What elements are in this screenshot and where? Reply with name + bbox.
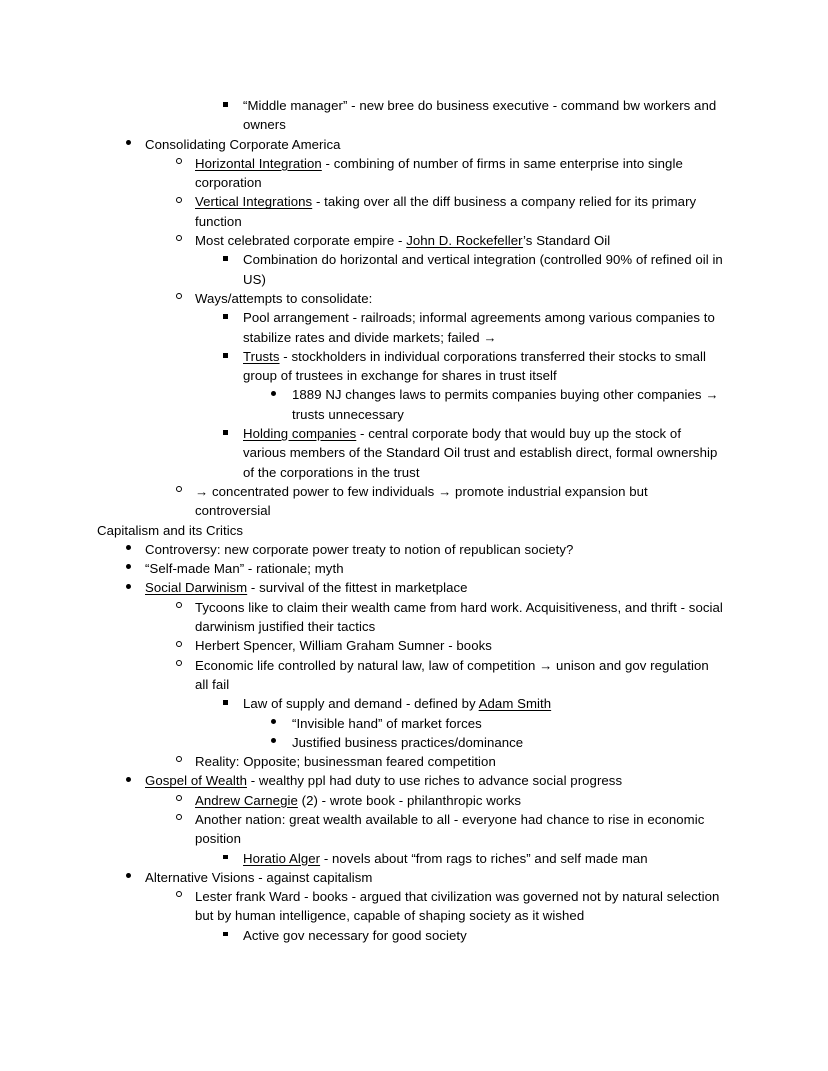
outline-item bbox=[97, 791, 723, 810]
text-run: - central corporate body that would buy up the stock of various members of the Standard Oil trust and establish direct, formal ownership of the corporations in the trust bbox=[243, 426, 722, 480]
key-term-underlined: Vertical Integrations bbox=[195, 194, 313, 210]
outline-item-text bbox=[195, 636, 723, 655]
text-run: Capitalism and its Critics bbox=[97, 522, 244, 538]
text-run: Ways/attempts to consolidate: bbox=[195, 290, 373, 306]
bullet-disc-icon bbox=[126, 771, 131, 790]
bullet-circle-icon bbox=[176, 231, 182, 250]
outline-item-text bbox=[243, 308, 723, 347]
outline-item-text bbox=[145, 559, 723, 578]
outline-item bbox=[97, 598, 727, 637]
bullet-square-icon bbox=[223, 849, 228, 868]
text-run: Economic life controlled by natural law, law of competition → unison and gov regulation all fail bbox=[195, 657, 713, 692]
outline-item-text bbox=[243, 849, 723, 868]
outline-item-text bbox=[195, 656, 723, 695]
key-term-underlined: Trusts bbox=[243, 348, 280, 364]
key-term-underlined: Andrew Carnegie bbox=[195, 792, 298, 808]
bullet-circle-icon bbox=[176, 810, 182, 829]
outline-item bbox=[97, 810, 723, 849]
bullet-square-icon bbox=[223, 694, 228, 713]
outline-item-text bbox=[243, 694, 723, 713]
text-run: Another nation: great wealth available to all - everyone had chance to rise in economic position bbox=[195, 811, 709, 847]
outline-item-text bbox=[243, 96, 723, 135]
outline-item-text bbox=[97, 521, 723, 540]
text-run: 1889 NJ changes laws to permits companies buying other companies → trusts unnecessary bbox=[292, 387, 723, 422]
outline-item bbox=[97, 231, 723, 250]
outline-item-text bbox=[145, 540, 723, 559]
key-term-underlined: Holding companies bbox=[243, 426, 357, 442]
outline-item bbox=[97, 868, 723, 887]
bullet-square-icon bbox=[223, 347, 228, 366]
text-run: Combination do horizontal and vertical integration (controlled 90% of refined oil in US) bbox=[243, 252, 727, 287]
outline-item-text bbox=[243, 347, 723, 386]
outline-item bbox=[97, 540, 723, 559]
text-run: - combining of number of firms in same enterprise into single corporation bbox=[195, 155, 687, 191]
outline-item bbox=[97, 926, 723, 945]
outline-item-text bbox=[195, 192, 723, 231]
text-run: - taking over all the diff business a company relied for its primary function bbox=[195, 194, 700, 229]
bullet-circle-icon bbox=[176, 192, 182, 211]
outline-item bbox=[97, 424, 723, 482]
outline-item-text bbox=[145, 135, 723, 154]
outline-item-text bbox=[195, 752, 723, 771]
outline-item-text bbox=[195, 482, 723, 521]
bullet-circle-icon bbox=[176, 598, 182, 617]
bullet-circle-icon bbox=[176, 752, 182, 771]
bullet-disc-icon bbox=[126, 868, 131, 887]
outline-item bbox=[97, 694, 723, 713]
key-term-underlined: Horatio Alger bbox=[243, 850, 321, 866]
outline-item-text bbox=[145, 771, 723, 790]
outline-item bbox=[97, 250, 727, 289]
bullet-circle-icon bbox=[176, 887, 182, 906]
bullet-disc-icon bbox=[271, 385, 276, 404]
bullet-disc-icon bbox=[126, 578, 131, 597]
bullet-circle-icon bbox=[176, 636, 182, 655]
outline-item-text bbox=[243, 424, 723, 482]
outline-item-text bbox=[195, 810, 723, 849]
outline-item-text bbox=[195, 598, 727, 637]
outline-item bbox=[97, 482, 723, 521]
outline-item bbox=[97, 733, 723, 752]
outline-item-text bbox=[195, 887, 723, 926]
outline-item bbox=[97, 771, 723, 790]
section-heading bbox=[97, 521, 723, 540]
outline-list bbox=[97, 96, 727, 945]
text-run: Herbert Spencer, William Graham Sumner - books bbox=[195, 638, 492, 654]
text-run: Lester frank Ward - books - argued that civilization was governed not by natural selection but by human intelligence, capable of shaping society as it wished bbox=[195, 889, 724, 924]
text-run: (2) - wrote book - philanthropic works bbox=[297, 792, 522, 808]
text-run: Tycoons like to claim their wealth came from hard work. Acquisitiveness, and thrift - social darwinism justified their tactics bbox=[195, 599, 727, 635]
outline-item-text bbox=[145, 578, 723, 597]
outline-item bbox=[97, 714, 723, 733]
bullet-circle-icon bbox=[176, 482, 182, 501]
bullet-circle-icon bbox=[176, 154, 182, 173]
outline-item-text bbox=[195, 791, 723, 810]
bullet-circle-icon bbox=[176, 289, 182, 308]
outline-item-text bbox=[292, 385, 723, 424]
text-run: “Self-made Man” - rationale; myth bbox=[145, 561, 344, 577]
text-run: Alternative Visions - against capitalism bbox=[145, 869, 373, 885]
outline-item bbox=[97, 849, 723, 868]
outline-item-text bbox=[292, 733, 723, 752]
outline-item bbox=[97, 656, 723, 695]
bullet-circle-icon bbox=[176, 656, 182, 675]
text-run: Pool arrangement - railroads; informal agreements among various companies to stabilize rates and divide markets; failed → bbox=[243, 310, 719, 345]
text-run: - survival of the fittest in marketplace bbox=[247, 580, 468, 596]
text-run: Justified business practices/dominance bbox=[292, 734, 524, 750]
outline-item-text bbox=[145, 868, 723, 887]
outline-item-text bbox=[292, 714, 723, 733]
bullet-disc-icon bbox=[126, 135, 131, 154]
outline-item-text bbox=[195, 231, 723, 250]
text-run: Active gov necessary for good society bbox=[243, 927, 467, 943]
outline-item bbox=[97, 636, 723, 655]
outline-item bbox=[97, 385, 723, 424]
bullet-square-icon bbox=[223, 96, 228, 115]
text-run: Controversy: new corporate power treaty to notion of republican society? bbox=[145, 541, 574, 557]
outline-item bbox=[97, 887, 723, 926]
outline-item bbox=[97, 192, 723, 231]
bullet-square-icon bbox=[223, 424, 228, 443]
text-run: → concentrated power to few individuals → promote industrial expansion but controversial bbox=[195, 483, 652, 519]
outline-item-text bbox=[195, 154, 723, 193]
bullet-square-icon bbox=[223, 250, 228, 269]
outline-item bbox=[97, 154, 723, 193]
text-run: Consolidating Corporate America bbox=[145, 136, 341, 152]
outline-item bbox=[97, 347, 723, 386]
text-run: - wealthy ppl had duty to use riches to advance social progress bbox=[246, 773, 623, 789]
outline-item bbox=[97, 289, 723, 308]
outline-item-text bbox=[243, 250, 727, 289]
text-run: “Middle manager” - new bree do business executive - command bw workers and owners bbox=[243, 98, 720, 133]
outline-item-text bbox=[195, 289, 723, 308]
outline-item-text bbox=[243, 926, 723, 945]
outline-item bbox=[97, 96, 723, 135]
bullet-square-icon bbox=[223, 308, 228, 327]
outline-item bbox=[97, 752, 723, 771]
notes-outline-body bbox=[97, 96, 727, 945]
outline-item bbox=[97, 308, 723, 347]
bullet-disc-icon bbox=[126, 559, 131, 578]
bullet-disc-icon bbox=[271, 714, 276, 733]
key-term-underlined: Social Darwinism bbox=[145, 580, 248, 596]
key-term-underlined: Gospel of Wealth bbox=[145, 773, 247, 789]
outline-item bbox=[97, 135, 723, 154]
text-run: - stockholders in individual corporations transferred their stocks to small group of trustees in exchange for shares in trust itself bbox=[243, 348, 710, 384]
outline-item bbox=[97, 559, 723, 578]
key-term-underlined: John D. Rockefeller bbox=[406, 233, 524, 249]
text-run: Reality: Opposite; businessman feared competition bbox=[195, 754, 496, 770]
bullet-disc-icon bbox=[126, 540, 131, 559]
key-term-underlined: Adam Smith bbox=[478, 696, 552, 712]
text-run: Law of supply and demand - defined by bbox=[243, 696, 479, 712]
text-run: “Invisible hand” of market forces bbox=[292, 715, 482, 731]
text-run: ’s Standard Oil bbox=[523, 233, 611, 249]
text-run: Most celebrated corporate empire - bbox=[195, 233, 407, 249]
bullet-disc-icon bbox=[271, 733, 276, 752]
bullet-circle-icon bbox=[176, 791, 182, 810]
key-term-underlined: Horizontal Integration bbox=[195, 155, 322, 171]
outline-item bbox=[97, 578, 723, 597]
bullet-square-icon bbox=[223, 926, 228, 945]
text-run: - novels about “from rags to riches” and self made man bbox=[320, 850, 648, 866]
